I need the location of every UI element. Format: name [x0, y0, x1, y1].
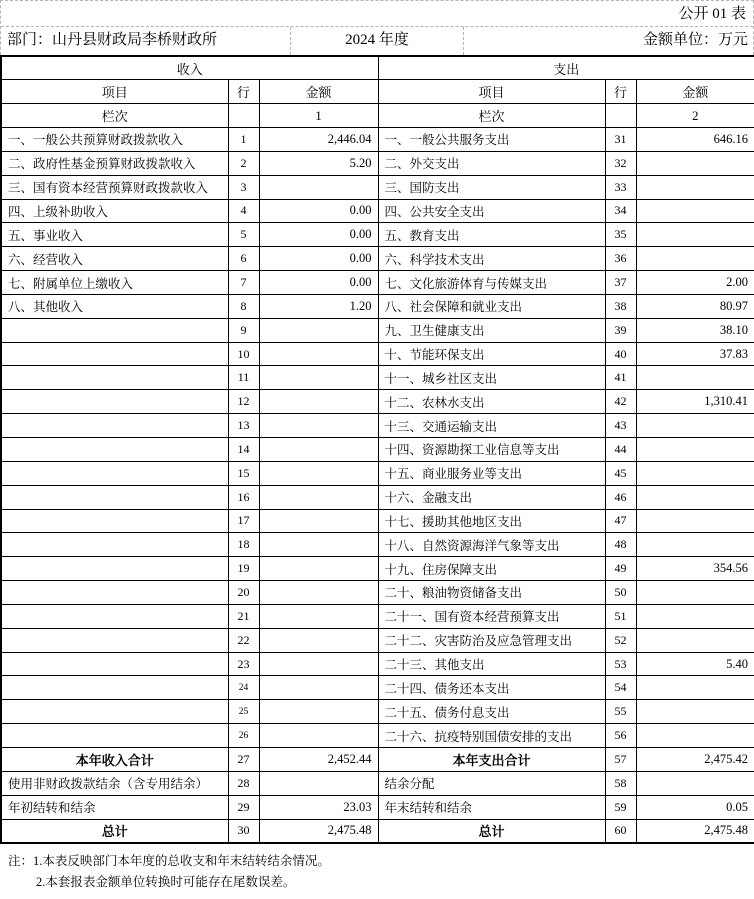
row-number-cell: 6: [228, 247, 259, 271]
amount-cell: [259, 676, 378, 700]
table-row: [1, 128, 754, 152]
amount-cell: 23.03: [259, 795, 378, 819]
item-cell: [1, 461, 228, 485]
row-number-cell: 7: [228, 271, 259, 295]
income-column-index: 1: [259, 104, 378, 128]
item-cell: [1, 557, 228, 581]
row-number-cell: 44: [605, 438, 636, 462]
row-number-cell: 41: [605, 366, 636, 390]
item-cell: [1, 724, 228, 748]
table-header: [1, 56, 754, 128]
amount-cell: [259, 724, 378, 748]
amount-cell: 2,475.48: [636, 819, 754, 843]
item-cell: [1, 604, 228, 628]
meta-row: [1, 27, 753, 55]
table-body: [1, 128, 754, 843]
row-number-cell: 32: [605, 151, 636, 175]
amount-cell: 2,475.48: [259, 819, 378, 843]
footnotes: [0, 851, 754, 893]
table-row: [1, 151, 754, 175]
department-label: 部门：山丹县财政局李桥财政所: [1, 27, 291, 55]
amount-cell: [259, 438, 378, 462]
item-cell: 三、国有资本经营预算财政拨款收入: [1, 175, 228, 199]
row-number-cell: 47: [605, 509, 636, 533]
table-row: [1, 747, 754, 771]
table-row: [1, 724, 754, 748]
table-row: [1, 628, 754, 652]
row-number-cell: 24: [228, 676, 259, 700]
table-row: [1, 318, 754, 342]
table-row: [1, 366, 754, 390]
section-header-row: [1, 56, 754, 80]
row-number-cell: 54: [605, 676, 636, 700]
row-number-cell: 52: [605, 628, 636, 652]
item-cell: 二十六、抗疫特别国债安排的支出: [378, 724, 605, 748]
item-cell: 十五、商业服务业等支出: [378, 461, 605, 485]
row-number-cell: 58: [605, 771, 636, 795]
row-number-cell: 21: [228, 604, 259, 628]
row-number-cell: 40: [605, 342, 636, 366]
amount-cell: [636, 676, 754, 700]
amount-cell: 0.00: [259, 223, 378, 247]
income-amount-column-header: 金额: [259, 80, 378, 104]
table-row: [1, 175, 754, 199]
row-number-cell: 25: [228, 700, 259, 724]
row-number-cell: 22: [228, 628, 259, 652]
income-column-index-label: 栏次: [1, 104, 228, 128]
expenditure-row-column-header: 行: [605, 80, 636, 104]
amount-cell: 1.20: [259, 294, 378, 318]
sheet-number-label: 公开 01 表: [1, 1, 753, 27]
amount-cell: [259, 628, 378, 652]
row-number-cell: 16: [228, 485, 259, 509]
amount-cell: [636, 628, 754, 652]
row-number-cell: 17: [228, 509, 259, 533]
amount-cell: 0.00: [259, 271, 378, 295]
amount-cell: 2,475.42: [636, 747, 754, 771]
amount-cell: [636, 247, 754, 271]
amount-cell: [259, 557, 378, 581]
expenditure-column-index-label: 栏次: [378, 104, 605, 128]
amount-cell: [636, 438, 754, 462]
footnote-2: 2.本套报表金额单位转换时可能存在尾数误差。: [36, 874, 296, 889]
item-cell: [1, 652, 228, 676]
item-cell: 十六、金融支出: [378, 485, 605, 509]
item-cell: [1, 414, 228, 438]
row-number-cell: 36: [605, 247, 636, 271]
income-row-column-header: 行: [228, 80, 259, 104]
item-cell: 本年支出合计: [378, 747, 605, 771]
item-cell: 总计: [1, 819, 228, 843]
row-number-cell: 53: [605, 652, 636, 676]
row-number-cell: 37: [605, 271, 636, 295]
amount-cell: [259, 485, 378, 509]
row-number-cell: 18: [228, 533, 259, 557]
amount-cell: 2.00: [636, 271, 754, 295]
item-cell: 十三、交通运输支出: [378, 414, 605, 438]
item-cell: 九、卫生健康支出: [378, 318, 605, 342]
amount-cell: 0.00: [259, 247, 378, 271]
item-cell: 十九、住房保障支出: [378, 557, 605, 581]
item-cell: 一、一般公共服务支出: [378, 128, 605, 152]
row-number-cell: 10: [228, 342, 259, 366]
row-number-cell: 59: [605, 795, 636, 819]
item-cell: 一、一般公共预算财政拨款收入: [1, 128, 228, 152]
row-number-cell: 11: [228, 366, 259, 390]
row-number-cell: 56: [605, 724, 636, 748]
row-number-cell: 43: [605, 414, 636, 438]
row-number-cell: 35: [605, 223, 636, 247]
row-number-cell: 1: [228, 128, 259, 152]
item-cell: [1, 438, 228, 462]
row-number-cell: 27: [228, 747, 259, 771]
table-row: [1, 795, 754, 819]
table-row: [1, 247, 754, 271]
row-number-cell: 51: [605, 604, 636, 628]
table-row: [1, 700, 754, 724]
fiscal-year-label: 2024 年度: [291, 27, 464, 55]
row-number-cell: 19: [228, 557, 259, 581]
item-cell: [1, 318, 228, 342]
item-cell: [1, 676, 228, 700]
table-row: [1, 676, 754, 700]
table-row: [1, 604, 754, 628]
amount-cell: [636, 414, 754, 438]
table-row: [1, 223, 754, 247]
row-number-cell: 12: [228, 390, 259, 414]
amount-cell: [259, 652, 378, 676]
item-cell: 年初结转和结余: [1, 795, 228, 819]
item-cell: [1, 342, 228, 366]
row-number-cell: 14: [228, 438, 259, 462]
amount-cell: [259, 509, 378, 533]
amount-cell: [636, 151, 754, 175]
amount-cell: [636, 175, 754, 199]
item-cell: 七、附属单位上缴收入: [1, 271, 228, 295]
row-number-cell: 38: [605, 294, 636, 318]
amount-cell: [259, 175, 378, 199]
amount-cell: 2,446.04: [259, 128, 378, 152]
amount-cell: [636, 485, 754, 509]
row-number-cell: 42: [605, 390, 636, 414]
table-row: [1, 581, 754, 605]
row-number-cell: 9: [228, 318, 259, 342]
amount-cell: 0.00: [259, 199, 378, 223]
table-row: [1, 557, 754, 581]
item-cell: [1, 581, 228, 605]
item-cell: [1, 700, 228, 724]
expenditure-amount-column-header: 金额: [636, 80, 754, 104]
amount-cell: [259, 581, 378, 605]
item-cell: 十八、自然资源海洋气象等支出: [378, 533, 605, 557]
item-cell: 二十二、灾害防治及应急管理支出: [378, 628, 605, 652]
item-cell: [1, 485, 228, 509]
item-cell: [1, 628, 228, 652]
amount-cell: 354.56: [636, 557, 754, 581]
income-section-header: 收入: [1, 56, 378, 80]
amount-cell: [259, 366, 378, 390]
amount-cell: [636, 509, 754, 533]
amount-cell: [259, 414, 378, 438]
item-cell: 十、节能环保支出: [378, 342, 605, 366]
column-header-row: [1, 80, 754, 104]
row-number-cell: 26: [228, 724, 259, 748]
amount-cell: [636, 366, 754, 390]
row-number-cell: 8: [228, 294, 259, 318]
row-number-cell: 23: [228, 652, 259, 676]
amount-cell: [259, 771, 378, 795]
item-cell: 二十五、债务付息支出: [378, 700, 605, 724]
expenditure-column-index: 2: [636, 104, 754, 128]
row-number-cell: 2: [228, 151, 259, 175]
amount-cell: 2,452.44: [259, 747, 378, 771]
amount-cell: [636, 223, 754, 247]
row-number-cell: 33: [605, 175, 636, 199]
item-cell: 四、上级补助收入: [1, 199, 228, 223]
item-cell: 六、经营收入: [1, 247, 228, 271]
amount-cell: [636, 700, 754, 724]
item-cell: 总计: [378, 819, 605, 843]
column-index-row: [1, 104, 754, 128]
row-number-cell: 31: [605, 128, 636, 152]
blank-cell: [605, 104, 636, 128]
item-cell: 十一、城乡社区支出: [378, 366, 605, 390]
row-number-cell: 45: [605, 461, 636, 485]
amount-cell: 646.16: [636, 128, 754, 152]
table-row: [1, 509, 754, 533]
table-row: [1, 819, 754, 843]
item-cell: 八、社会保障和就业支出: [378, 294, 605, 318]
table-row: [1, 438, 754, 462]
item-cell: [1, 366, 228, 390]
table-row: [1, 271, 754, 295]
amount-cell: [636, 724, 754, 748]
item-cell: 六、科学技术支出: [378, 247, 605, 271]
row-number-cell: 29: [228, 795, 259, 819]
table-row: [1, 652, 754, 676]
amount-cell: [259, 533, 378, 557]
row-number-cell: 30: [228, 819, 259, 843]
item-cell: 二十、粮油物资储备支出: [378, 581, 605, 605]
row-number-cell: 34: [605, 199, 636, 223]
item-cell: 七、文化旅游体育与传媒支出: [378, 271, 605, 295]
table-row: [1, 390, 754, 414]
item-cell: 二十三、其他支出: [378, 652, 605, 676]
amount-cell: [259, 342, 378, 366]
item-cell: 四、公共安全支出: [378, 199, 605, 223]
income-item-column-header: 项目: [1, 80, 228, 104]
amount-cell: [259, 390, 378, 414]
amount-cell: [259, 318, 378, 342]
table-row: [1, 461, 754, 485]
sheet-header: [0, 0, 754, 55]
row-number-cell: 50: [605, 581, 636, 605]
item-cell: 八、其他收入: [1, 294, 228, 318]
row-number-cell: 5: [228, 223, 259, 247]
table-row: [1, 199, 754, 223]
amount-cell: 37.83: [636, 342, 754, 366]
amount-cell: [636, 533, 754, 557]
item-cell: 十七、援助其他地区支出: [378, 509, 605, 533]
table-row: [1, 485, 754, 509]
item-cell: 二十四、债务还本支出: [378, 676, 605, 700]
expenditure-item-column-header: 项目: [378, 80, 605, 104]
row-number-cell: 48: [605, 533, 636, 557]
row-number-cell: 49: [605, 557, 636, 581]
item-cell: 结余分配: [378, 771, 605, 795]
item-cell: [1, 533, 228, 557]
amount-cell: [636, 199, 754, 223]
amount-cell: [259, 700, 378, 724]
row-number-cell: 46: [605, 485, 636, 509]
amount-cell: [636, 581, 754, 605]
table-row: [1, 771, 754, 795]
row-number-cell: 55: [605, 700, 636, 724]
row-number-cell: 15: [228, 461, 259, 485]
table-row: [1, 533, 754, 557]
expenditure-section-header: 支出: [378, 56, 754, 80]
item-cell: 五、教育支出: [378, 223, 605, 247]
amount-cell: 0.05: [636, 795, 754, 819]
row-number-cell: 57: [605, 747, 636, 771]
table-row: [1, 342, 754, 366]
row-number-cell: 3: [228, 175, 259, 199]
item-cell: [1, 390, 228, 414]
row-number-cell: 28: [228, 771, 259, 795]
amount-cell: [259, 604, 378, 628]
row-number-cell: 20: [228, 581, 259, 605]
item-cell: 五、事业收入: [1, 223, 228, 247]
table-row: [1, 294, 754, 318]
amount-cell: [636, 461, 754, 485]
amount-cell: 1,310.41: [636, 390, 754, 414]
item-cell: 年末结转和结余: [378, 795, 605, 819]
item-cell: 十二、农林水支出: [378, 390, 605, 414]
item-cell: [1, 509, 228, 533]
income-expenditure-table: [0, 55, 754, 844]
amount-cell: [636, 771, 754, 795]
amount-cell: 5.20: [259, 151, 378, 175]
amount-cell: 80.97: [636, 294, 754, 318]
amount-cell: [259, 461, 378, 485]
item-cell: 十四、资源勘探工业信息等支出: [378, 438, 605, 462]
row-number-cell: 60: [605, 819, 636, 843]
amount-cell: [636, 604, 754, 628]
table-row: [1, 414, 754, 438]
item-cell: 本年收入合计: [1, 747, 228, 771]
item-cell: 使用非财政拨款结余（含专用结余）: [1, 771, 228, 795]
amount-cell: 38.10: [636, 318, 754, 342]
item-cell: 二十一、国有资本经营预算支出: [378, 604, 605, 628]
row-number-cell: 13: [228, 414, 259, 438]
item-cell: 二、外交支出: [378, 151, 605, 175]
row-number-cell: 4: [228, 199, 259, 223]
blank-cell: [228, 104, 259, 128]
row-number-cell: 39: [605, 318, 636, 342]
footnote-1: 注：1.本表反映部门本年度的总收支和年末结转结余情况。: [8, 853, 330, 868]
item-cell: 三、国防支出: [378, 175, 605, 199]
amount-cell: 5.40: [636, 652, 754, 676]
item-cell: 二、政府性基金预算财政拨款收入: [1, 151, 228, 175]
amount-unit-label: 金额单位：万元: [642, 32, 748, 48]
